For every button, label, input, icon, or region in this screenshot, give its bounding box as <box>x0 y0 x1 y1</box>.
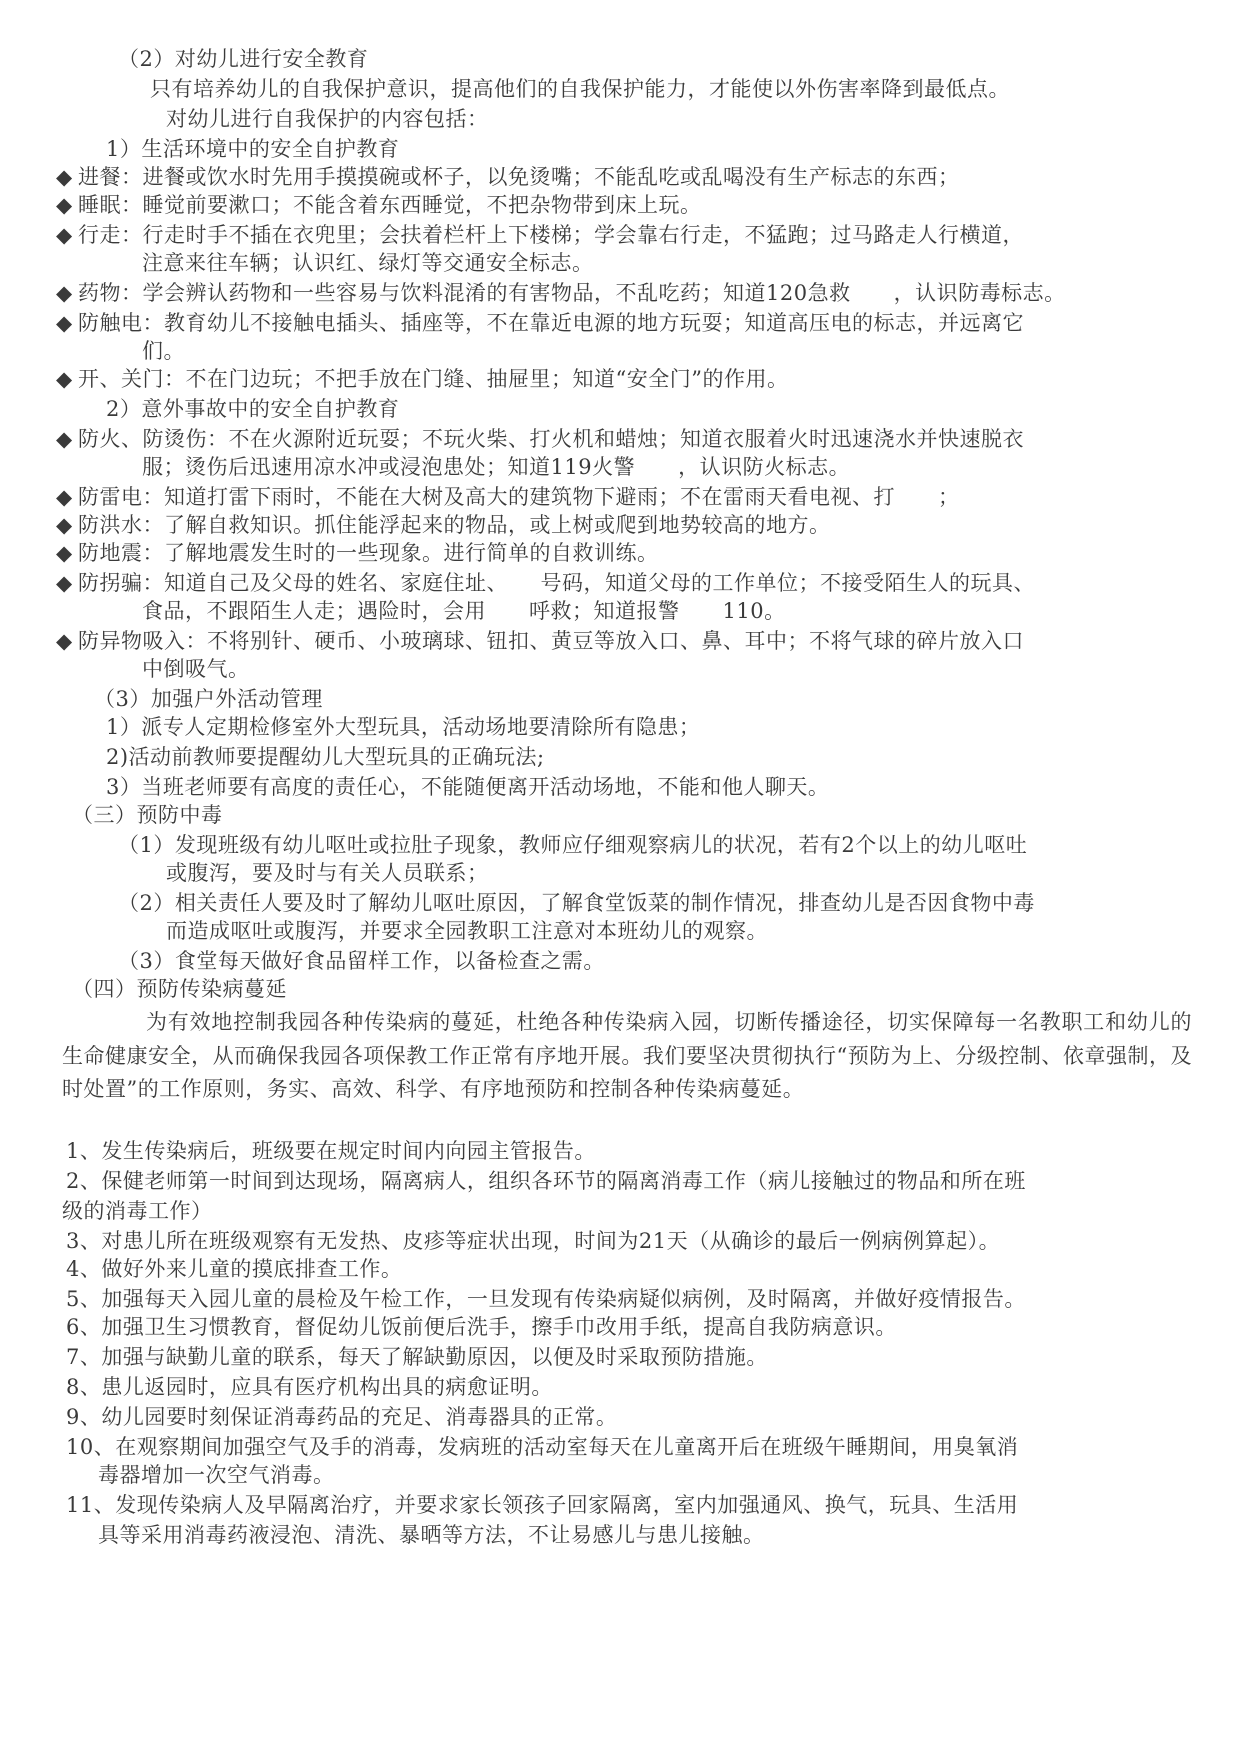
epidemic-section-heading: （四）预防传染病蔓延 <box>72 977 287 1001</box>
epidemic-item-1: 1、发生传染病后，班级要在规定时间内向园主管报告。 <box>66 1139 596 1163</box>
section-3-item-1: 1）派专人定期检修室外大型玩具，活动场地要清除所有隐患； <box>106 715 701 739</box>
bullet-item-doors <box>56 364 788 394</box>
subsection-2-heading: 2）意外事故中的安全自护教育 <box>106 397 400 421</box>
epidemic-item-9: 9、幼儿园要时刻保证消毒药品的充足、消毒器具的正常。 <box>66 1405 618 1429</box>
diamond-bullet-icon: ◆ <box>56 541 73 565</box>
bullet-text: 行走：行走时手不插在衣兜里；会扶着栏杆上下楼梯；学会靠右行走，不猛跑；过马路走人行横道， <box>78 223 1024 247</box>
bullet-text: 开、关门：不在门边玩；不把手放在门缝、抽屉里；知道“安全门”的作用。 <box>78 367 789 391</box>
bullet-item-walking <box>56 220 1024 250</box>
bullet-text: 进餐：进餐或饮水时先用手摸摸碗或杯子，以免烫嘴；不能乱吃或乱喝没有生产标志的东西； <box>78 165 960 189</box>
bullet-text: 睡眠：睡觉前要漱口；不能含着东西睡觉，不把杂物带到床上玩。 <box>78 193 702 217</box>
bullet-text: 防触电：教育幼儿不接触电插头、插座等，不在靠近电源的地方玩耍；知道高压电的标志，并远离它 <box>78 311 1024 335</box>
bullet-text: 防雷电：知道打雷下雨时，不能在大树及高大的建筑物下避雨；不在雷雨天看电视、打 ； <box>78 485 960 509</box>
diamond-bullet-icon: ◆ <box>56 223 73 247</box>
epidemic-item-6: 6、加强卫生习惯教育，督促幼儿饭前便后洗手，擦手巾改用手纸，提高自我防病意识。 <box>66 1315 897 1339</box>
bullet-item-foreign-objects <box>56 626 1024 656</box>
epidemic-item-7: 7、加强与缺勤儿童的联系，每天了解缺勤原因，以便及时采取预防措施。 <box>66 1345 768 1369</box>
bullet-item-earthquake <box>56 538 659 568</box>
diamond-bullet-icon: ◆ <box>56 513 73 537</box>
bullet-item-sleeping <box>56 190 702 220</box>
epidemic-item-4: 4、做好外来儿童的摸底排查工作。 <box>66 1257 403 1281</box>
poisoning-item-3: （3）食堂每天做好食品留样工作，以备检查之需。 <box>118 949 605 973</box>
bullet-item-foreign-objects-continued: 中倒吸气。 <box>142 657 250 681</box>
bullet-item-thunder <box>56 482 960 512</box>
bullet-item-abduction <box>56 568 1035 598</box>
section-3-item-2: 2)活动前教师要提醒幼儿大型玩具的正确玩法; <box>106 745 545 769</box>
bullet-text: 药物：学会辨认药物和一些容易与饮料混淆的有害物品，不乱吃药；知道120急救 ，认识防毒标志。 <box>78 281 1066 305</box>
bullet-item-electric-shock <box>56 308 1024 338</box>
bullet-item-flood <box>56 510 831 540</box>
bullet-item-medicine <box>56 278 1066 308</box>
epidemic-item-11-continued: 具等采用消毒药液浸泡、清洗、暴晒等方法，不让易感儿与患儿接触。 <box>98 1523 765 1547</box>
section-3-heading: （3）加强户外活动管理 <box>94 687 323 711</box>
subsection-1-heading: 1）生活环境中的安全自护教育 <box>106 137 400 161</box>
bullet-text: 防异物吸入：不将别针、硬币、小玻璃球、钮扣、黄豆等放入口、鼻、耳中；不将气球的碎片放入口 <box>78 629 1024 653</box>
poisoning-item-1-continued: 或腹泻，要及时与有关人员联系； <box>166 861 489 885</box>
diamond-bullet-icon: ◆ <box>56 367 73 391</box>
diamond-bullet-icon: ◆ <box>56 193 73 217</box>
bullet-text: 防拐骗：知道自己及父母的姓名、家庭住址、 号码，知道父母的工作单位；不接受陌生人的玩具、 <box>78 571 1035 595</box>
bullet-text: 防地震：了解地震发生时的一些现象。进行简单的自救训练。 <box>78 541 659 565</box>
bullet-item-electric-shock-continued: 们。 <box>142 339 185 363</box>
diamond-bullet-icon: ◆ <box>56 485 73 509</box>
bullet-item-walking-continued: 注意来往车辆；认识红、绿灯等交通安全标志。 <box>142 251 594 275</box>
epidemic-item-8: 8、患儿返园时，应具有医疗机构出具的病愈证明。 <box>66 1375 553 1399</box>
bullet-item-abduction-continued: 食品，不跟陌生人走；遇险时，会用 呼救；知道报警 110。 <box>142 599 786 623</box>
poisoning-section-heading: （三）预防中毒 <box>72 803 223 827</box>
epidemic-item-5: 5、加强每天入园儿童的晨检及午检工作，一旦发现有传染病疑似病例，及时隔离，并做好疫情报告。 <box>66 1287 1026 1311</box>
bullet-item-eating <box>56 162 960 192</box>
epidemic-item-10-continued: 毒器增加一次空气消毒。 <box>98 1463 335 1487</box>
bullet-text: 防洪水：了解自救知识。抓住能浮起来的物品，或上树或爬到地势较高的地方。 <box>78 513 831 537</box>
diamond-bullet-icon: ◆ <box>56 311 73 335</box>
diamond-bullet-icon: ◆ <box>56 165 73 189</box>
poisoning-item-2: （2）相关责任人要及时了解幼儿呕吐原因，了解食堂饭菜的制作情况，排查幼儿是否因食物中毒 <box>118 891 1035 915</box>
section-3-item-3: 3）当班老师要有高度的责任心，不能随便离开活动场地，不能和他人聊天。 <box>106 775 830 799</box>
epidemic-item-3: 3、对患儿所在班级观察有无发热、皮疹等症状出现，时间为21天（从确诊的最后一例病例算起）。 <box>66 1229 1001 1253</box>
epidemic-intro-paragraph: 为有效地控制我园各种传染病的蔓延，杜绝各种传染病入园，切断传播途径，切实保障每一名教职工和幼儿的生命健康安全，从而确保我园各项保教工作正常有序地开展。我们要坚决贯彻执行“预防为上、分级控制、依章强制，及时处置”的工作原则，务实、高效、科学、有序地预防和控制各种传染病蔓延。 <box>62 1010 1192 1101</box>
poisoning-item-1: （1）发现班级有幼儿呕吐或拉肚子现象，教师应仔细观察病儿的状况，若有2个以上的幼儿呕吐 <box>118 833 1028 857</box>
section-2-heading: （2）对幼儿进行安全教育 <box>118 47 369 71</box>
epidemic-item-2-continued: 级的消毒工作） <box>62 1199 213 1223</box>
diamond-bullet-icon: ◆ <box>56 629 73 653</box>
section-2-intro-line-1: 只有培养幼儿的自我保护意识，提高他们的自我保护能力，才能使以外伤害率降到最低点。 <box>150 77 1010 101</box>
epidemic-item-11: 11、发现传染病人及早隔离治疗，并要求家长领孩子回家隔离，室内加强通风、换气，玩具、生活用 <box>66 1493 1019 1517</box>
epidemic-item-10: 10、在观察期间加强空气及手的消毒，发病班的活动室每天在儿童离开后在班级午睡期间，用臭氧消 <box>66 1435 1019 1459</box>
bullet-text: 防火、防烫伤：不在火源附近玩耍；不玩火柴、打火机和蜡烛；知道衣服着火时迅速浇水并快速脱衣 <box>78 427 1024 451</box>
diamond-bullet-icon: ◆ <box>56 571 73 595</box>
diamond-bullet-icon: ◆ <box>56 281 73 305</box>
bullet-item-fire <box>56 424 1024 454</box>
bullet-item-fire-continued: 服；烫伤后迅速用凉水冲或浸泡患处；知道119火警 ，认识防火标志。 <box>142 455 851 479</box>
diamond-bullet-icon: ◆ <box>56 427 73 451</box>
poisoning-item-2-continued: 而造成呕吐或腹泻，并要求全园教职工注意对本班幼儿的观察。 <box>166 919 768 943</box>
epidemic-item-2: 2、保健老师第一时间到达现场，隔离病人，组织各环节的隔离消毒工作（病儿接触过的物品和所在班 <box>66 1169 1026 1193</box>
section-2-intro-line-2: 对幼儿进行自我保护的内容包括： <box>166 107 489 131</box>
